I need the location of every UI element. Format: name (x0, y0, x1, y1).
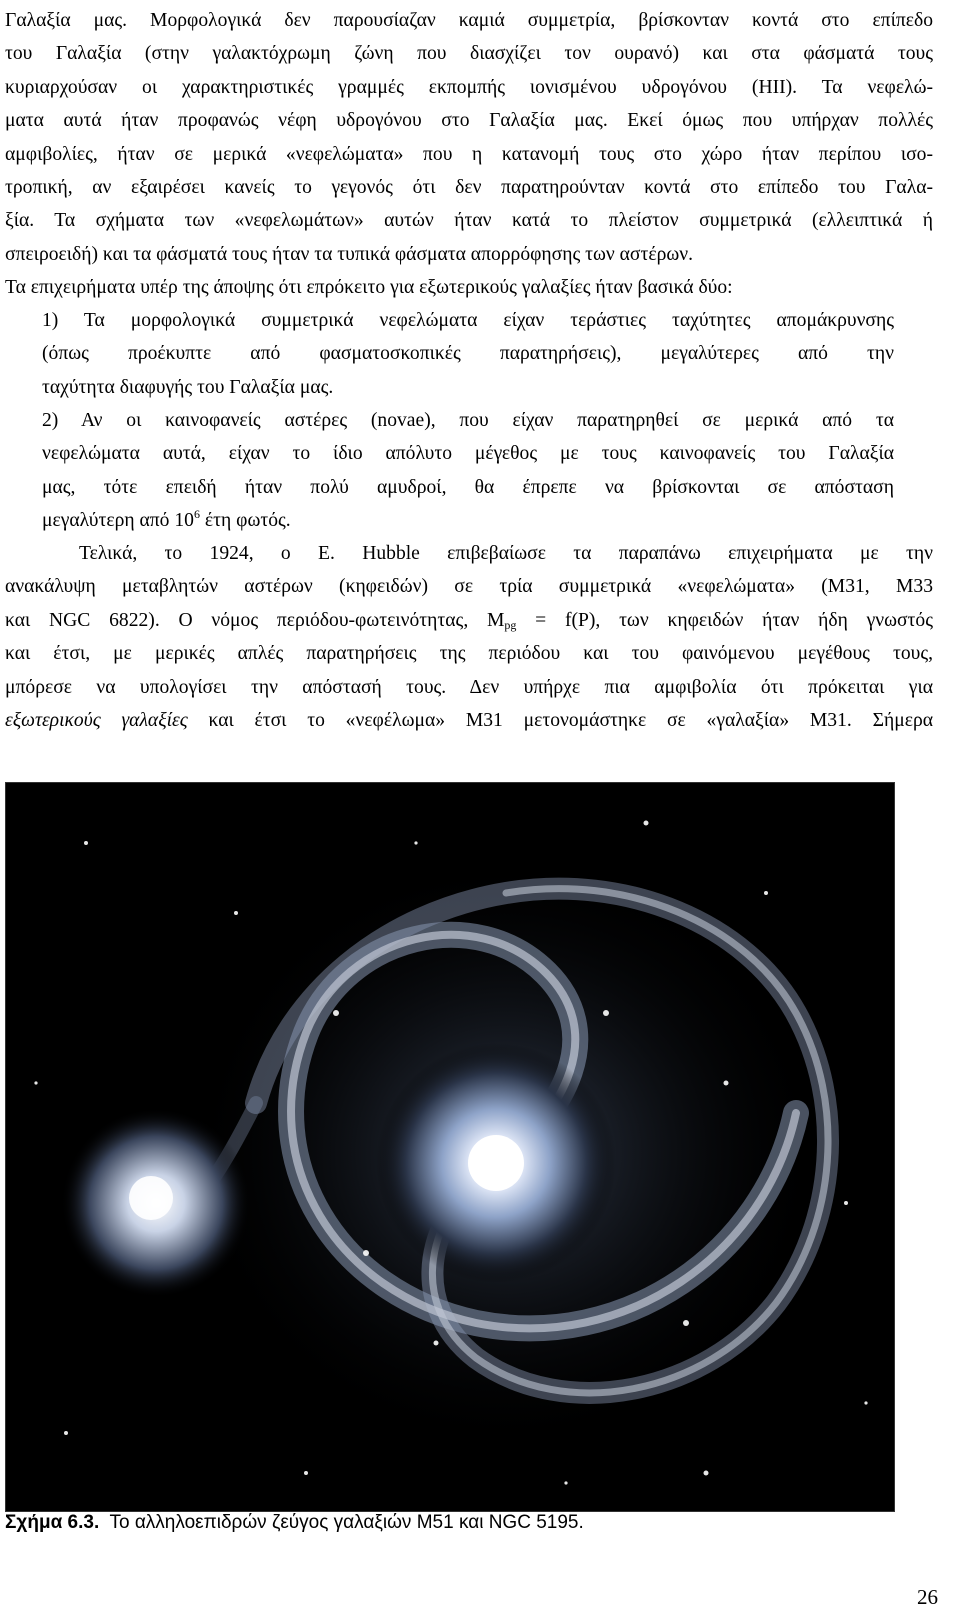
text-line: Τα επιχειρήματα υπέρ της άποψης ότι επρόκειτο για εξωτερικούς γαλαξίες ήταν βασικά δύο: (5, 277, 733, 298)
figure-label: Σχήμα 6.3. (5, 1512, 100, 1533)
text-line: 2) Αν οι καινοφανείς αστέρες (novae), που είχαν παρατηρηθεί σε μερικά από τα (42, 410, 894, 431)
text-line: ξία. Τα σχήματα των «νεφελωμάτων» αυτών ήταν κατά το πλείστον συμμετρικά (ελλειπτικά ή (5, 210, 933, 232)
text-line: μας, τότε επειδή ήταν πολύ αμυδροί, θα έπρεπε να βρίσκονται σε απόσταση (42, 476, 894, 498)
text-line: σπειροειδή) και τα φάσματά τους ήταν τα τυπικά φάσματα απορρόφησης των αστέρων. (5, 243, 694, 265)
text-run: μεγαλύτερη από 10 (42, 510, 194, 532)
text-line: του Γαλαξία (στην γαλακτόχρωμη ζώνη που διασχίζει τον ουρανό) και στα φάσματά τους (5, 43, 933, 65)
italic-term: εξωτερικούς γαλαξίες (5, 710, 188, 732)
text-line: (όπως προέκυπτε από φασματοσκοπικές παρατηρήσεις), μεγαλύτερες από την (42, 343, 894, 365)
figure-caption (5, 1512, 584, 1534)
text-line: αμφιβολίες, ήταν σε μερικά «νεφελώματα» που η κατανομή τους στο χώρο ήταν περίπου ισο- (5, 143, 933, 165)
text-line: ανακάλυψη μεταβλητών αστέρων (κηφειδών) σε τρία συμμετρικά «νεφελώματα» (M31, M33 (5, 576, 933, 598)
text-line: μπόρεσε να υπολογίσει την απόστασή τους. Δεν υπήρχε πια αμφιβολία ότι πρόκειται για (5, 676, 933, 698)
text-line: ματα αυτά ήταν προφανώς νέφη υδρογόνου στο Γαλαξία μας. Εκεί όμως που υπήρχαν πολλές (5, 110, 933, 132)
text-line (5, 704, 933, 737)
text-line: νεφελώματα αυτά, είχαν το ίδιο απόλυτο μέγεθος με τους καινοφανείς του Γαλαξία (42, 443, 894, 465)
text-line: και έτσι, με μερικές απλές παρατηρήσεις της περιόδου και του φαινόμενου μεγέθους τους, (5, 643, 933, 665)
figure-caption-text: Το αλληλοεπιδρών ζεύγος γαλαξιών M51 και NGC 5195. (109, 1512, 584, 1533)
argument-1 (5, 304, 894, 404)
text-run: έτη φωτός. (199, 510, 291, 532)
text-line (42, 504, 894, 537)
text-line: Γαλαξία μας. Μορφολογικά δεν παρουσίαζαν καμιά συμμετρία, βρίσκονταν κοντά στο επίπεδο (5, 10, 933, 31)
galaxy-photo (5, 782, 895, 1512)
page-number: 26 (917, 1585, 938, 1609)
exponent: 6 (193, 507, 200, 522)
text-run: και NGC 6822). Ο νόμος περιόδου-φωτεινότητας, M (5, 609, 505, 631)
galaxy-image (6, 783, 894, 1511)
text-line: κυριαρχούσαν οι χαρακτηριστικές γραμμές εκπομπής ιονισμένου υδρογόνου (HII). Τα νεφελώ- (5, 76, 933, 98)
text-line: ταχύτητα διαφυγής του Γαλαξία μας. (42, 376, 334, 398)
text-run: και έτσι το «νεφέλωμα» M31 μετονομάστηκε σε «γαλαξία» M31. Σήμερα (187, 710, 934, 732)
text-run: = f(P), των κηφειδών ήταν ήδη γνωστός (516, 609, 933, 631)
subscript: pg (504, 617, 517, 632)
paragraph-1 (5, 4, 933, 271)
text-line: 1) Τα μορφολογικά συμμετρικά νεφελώματα είχαν τεράστιες ταχύτητες απομάκρυνσης (42, 310, 894, 331)
argument-2 (5, 404, 894, 538)
paragraph-3 (5, 537, 933, 737)
paragraph-2-intro (5, 271, 933, 304)
text-line: τροπική, αν εξαιρέσει κανείς το γεγονός ότι δεν παρατηρούνταν κοντά στο επίπεδο του Γαλα- (5, 177, 933, 199)
text-line (5, 604, 933, 637)
text-line: Τελικά, το 1924, ο E. Hubble επιβεβαίωσε τα παραπάνω επιχειρήματα με την (79, 543, 933, 564)
